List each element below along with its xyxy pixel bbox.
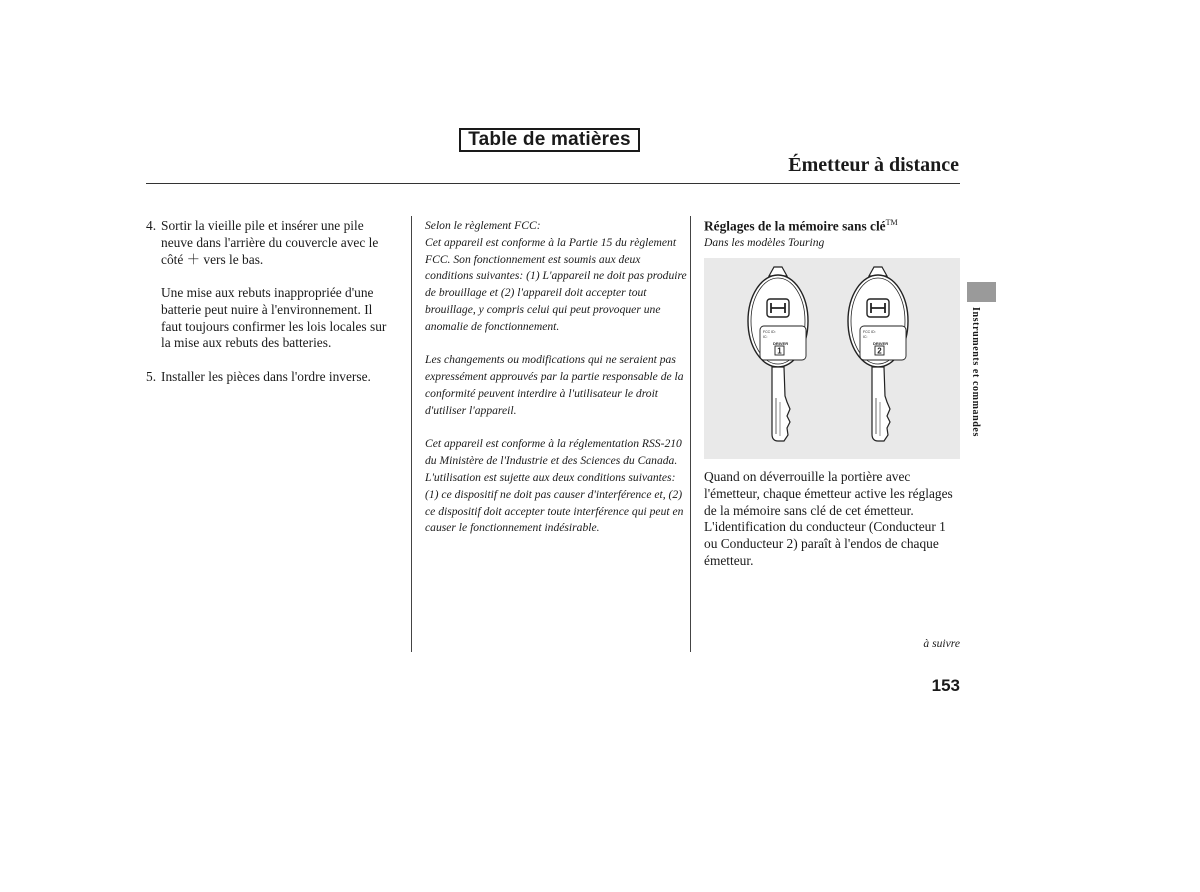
step-4 — [146, 218, 396, 268]
continued-note: à suivre — [923, 637, 960, 650]
step-5 — [146, 369, 396, 386]
step-5-text: Installer les pièces dans l'ordre inverse. — [161, 369, 371, 384]
battery-disposal-note: Une mise aux rebuts inappropriée d'une batterie peut nuire à l'environnement. Il faut toujours confirmer les lois locales sur la mise aux rebuts des batteries. — [161, 285, 387, 351]
column-divider-2 — [690, 216, 691, 652]
table-of-contents-button[interactable]: Table de matières — [459, 128, 640, 152]
step-5-number: 5. — [146, 369, 157, 384]
trademark-mark: TM — [885, 218, 898, 227]
header-divider — [146, 183, 960, 184]
key-2-driver-number: 2 — [877, 346, 882, 356]
key-2-fcc-label: FCC ID: — [863, 330, 876, 334]
keyless-memory-heading-text: Réglages de la mémoire sans clé — [704, 218, 886, 234]
fcc-paragraph-4: L'utilisation est sujette aux deux conditions suivantes: (1) ce dispositif ne doit pas causer d'interférence et, (2) ce dispositif doit accepter toute interférence qui peut en causer le fonctionnement indésirable. — [425, 470, 684, 535]
touring-models-note: Dans les modèles Touring — [704, 236, 825, 249]
key-1-driver-label: DRIVER — [773, 341, 789, 346]
step-4-text: Sortir la vieille pile et insérer une pile neuve dans l'arrière du couvercle avec le côté ＋ vers le bas. — [161, 218, 379, 267]
key-driver-1 — [748, 267, 808, 441]
key-driver-2 — [848, 267, 908, 441]
key-1-ic-label: IC: — [763, 335, 768, 339]
fcc-paragraph-2: Les changements ou modifications qui ne seraient pas expressément approuvés par la partie responsable de la conformité peuvent interdire à l'utilisateur le droit d'utiliser l'appareil. — [425, 353, 684, 417]
section-tab-marker — [967, 282, 996, 302]
keys-illustration — [704, 258, 960, 459]
fcc-paragraph-3: Cet appareil est conforme à la réglementation RSS-210 du Ministère de l'Industrie et des Sciences du Canada. — [425, 437, 682, 468]
key-2-ic-label: IC: — [863, 335, 868, 339]
key-1-driver-number: 1 — [777, 346, 782, 356]
page-title: Émetteur à distance — [788, 154, 959, 176]
keys-illustration-svg — [704, 258, 960, 459]
key-1-fcc-label: FCC ID: — [763, 330, 776, 334]
fcc-compliance-text — [425, 218, 687, 537]
key-2-driver-label: DRIVER — [873, 341, 889, 346]
page-number: 153 — [931, 676, 960, 695]
keyless-memory-heading — [704, 218, 898, 234]
fcc-paragraph-1: Selon le règlement FCC: Cet appareil est conforme à la Partie 15 du règlement FCC. Son fonctionnement est soumis aux deux conditions suivantes: (1) L'appareil ne doit pas produire de brouillage et (2) l'appareil doit accepter tout brouillage, y compris celui qui peut provoquer une anomalie de fonctionnement. — [425, 219, 687, 333]
section-tab-label: Instruments et commandes — [970, 307, 981, 437]
column-divider-1 — [411, 216, 412, 652]
step-4-number: 4. — [146, 218, 157, 233]
keyless-memory-description: Quand on déverrouille la portière avec l'émetteur, chaque émetteur active les réglages de la mémoire sans clé de cet émetteur. L'identification du conducteur (Conducteur 1 ou Conducteur 2) paraît à l'endos de chaque émetteur. — [704, 469, 953, 568]
